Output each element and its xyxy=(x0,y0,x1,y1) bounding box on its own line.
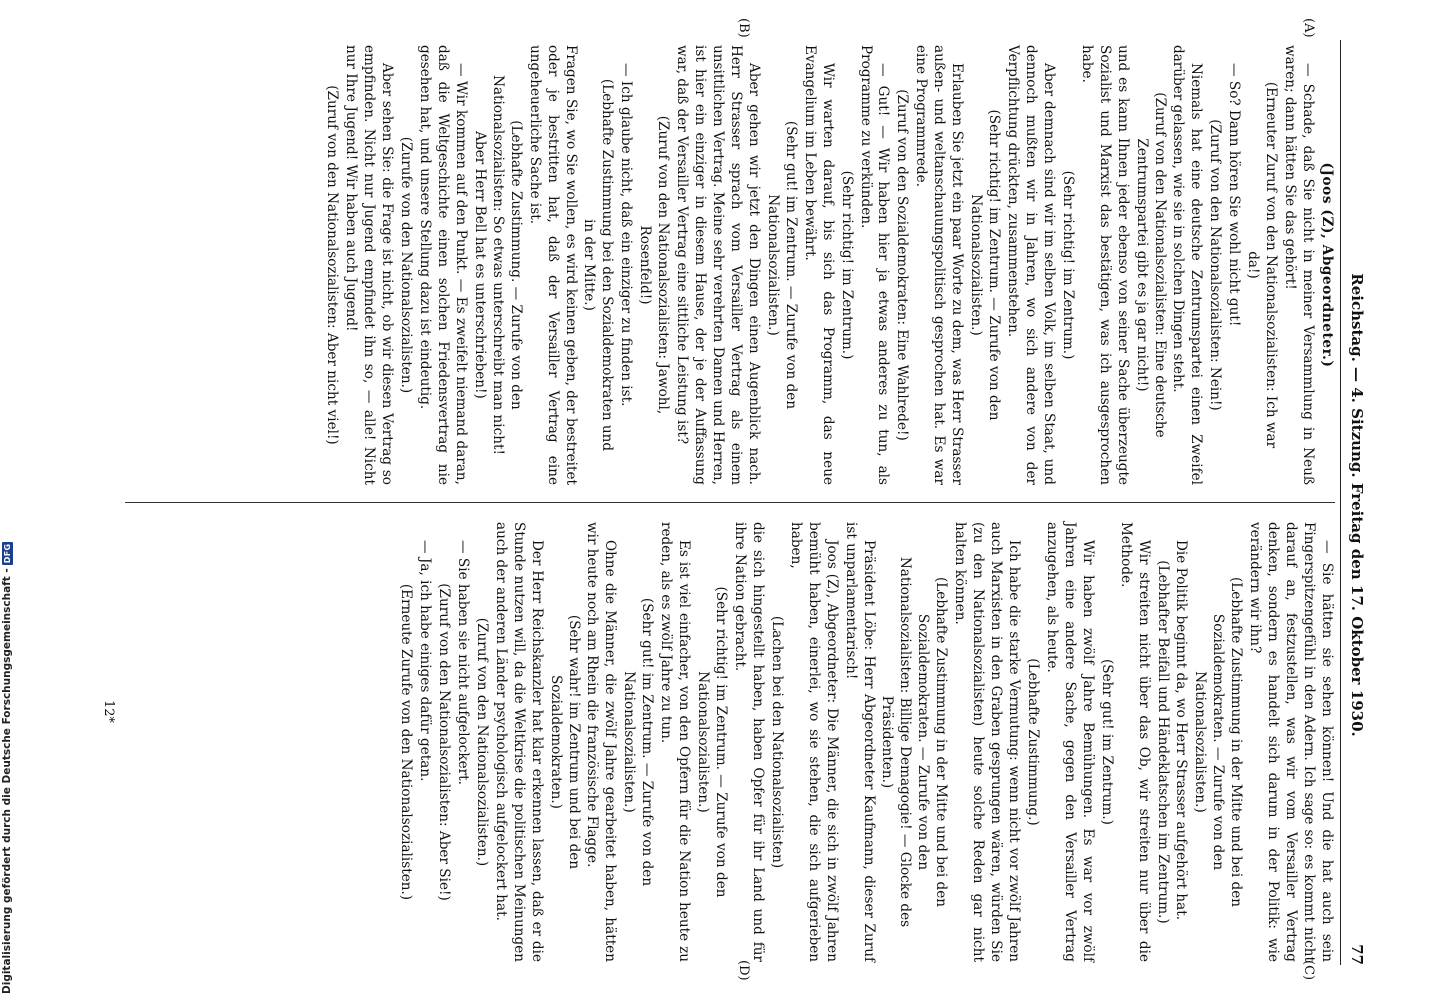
speech-paragraph: — Wir kommen auf den Punkt. — Es zweifelt niemand daran, daß die Weltgeschichte einen solchen Friedensvertrag nie gesehen hat, und unsere Stellung dazu ist eindeutig. xyxy=(417,45,469,485)
page-header xyxy=(1343,45,1369,965)
left-column xyxy=(321,45,1335,485)
speech-paragraph: Der Herr Reichskanzler hat klar erkennen lassen, daß er die Stunde nutzen will, da die Weltkrise die politischen Meinungen auch der anderen Länder psychologisch aufgelockert hat. xyxy=(492,522,545,962)
interjection: (Lebhafte Zustimmung.) xyxy=(1025,658,1041,826)
speech-paragraph: Wir streiten nicht über das Ob, wir streiten nur über die Methode. xyxy=(1117,522,1152,962)
speech-paragraph: Aber demnach sind wir im selben Volk, im selben Staat, und dennoch mußten wir in Jahren, wo sich andere von der Verpflichtung drückten, zusammenstehen. xyxy=(1005,45,1057,485)
margin-marker-b: (B) xyxy=(736,18,751,38)
speech-paragraph: Niemals hat eine deutsche Zentrumspartei einen Zweifel darüber gelassen, wie sie in solchen Dingen steht. xyxy=(1170,45,1205,485)
interjection: (Zuruf von den Nationalsozialisten: Aber nicht viel!) xyxy=(324,85,341,445)
interjection: (Lebhafte Zustimmung bei den Sozialdemokraten und in der Mitte.) xyxy=(581,78,616,452)
speech-paragraph: Präsident Löbe: Herr Abgeordneter Kaufmann, dieser Zuruf ist unparlamentarisch! xyxy=(842,522,877,962)
column-divider xyxy=(125,502,1335,503)
interjection: (Zuruf von den Nationalsozialisten.) xyxy=(473,617,490,867)
speech-paragraph: die sich hingestellt haben, haben Opfer für ihr Land und für ihre Nation gebracht. xyxy=(732,522,766,962)
interjection: (Zurufe von den Nationalsozialisten.) xyxy=(398,136,415,394)
interjection: (Sehr richtig! im Zentrum. — Zurufe von den Nationalsozialisten.) xyxy=(695,586,730,898)
interjection: (Lachen bei den Nationalsozialisten) xyxy=(768,615,785,869)
speech-paragraph: Aber sehen Sie: die Frage ist nicht, ob wir diesen Vertrag so empfinden. Nicht nur Jugend empfindet ihn so, — alle! Nicht nur Ihre Jugend! Wir haben auch Jugend! xyxy=(343,45,396,485)
interjection: (Sehr richtig! im Zentrum.) xyxy=(1059,170,1076,360)
speech-paragraph: Es ist viel einfacher, von den Opfern für die Nation heute zu reden, als es zwölf Jahre zu tun. xyxy=(658,522,693,962)
interjection: (Zuruf von den Nationalsozialisten: Aber Sie!) xyxy=(436,583,452,901)
speech-paragraph: — Sie hätten sie sehen können! Und die hat auch sein Fingerspitzengefühl in den Adern. Ich sage so: es kommt nicht darauf an, festzustellen, was wir vom Versailler Vertrag denken, sondern es handelt sich darum in der Politik: wie verändern wir ihn? xyxy=(1247,522,1335,962)
speech-paragraph: Fragen Sie, wo Sie wollen, es wird keinen geben, der bestreitet oder je bestritten hat, daß der Versailler Vertrag eine ungeheuerliche Sache ist. xyxy=(526,45,579,485)
speech-paragraph: Joos (Z), Abgeordneter: Die Männer, die sich in zwölf Jahren bemüht haben, einerlei, wo sie stehen, die sich aufgerieben haben, xyxy=(787,522,840,962)
dfg-logo: DFG xyxy=(2,543,12,564)
interjection: (Lebhafter Beifall und Händeklatschen im Zentrum.) xyxy=(1154,560,1171,924)
credit-text: Digitalisierung gefördert durch die Deutsche Forschungsgemeinschaft - xyxy=(1,568,13,994)
speech-paragraph: und es kann Ihnen jeder ebenso von seiner Sache überzeugte Sozialist und Marxist das bestätigen, was ich ausgesprochen habe. xyxy=(1078,45,1131,485)
header-title: Reichstag. — 4. Sitzung. Freitag den 17. Oktober 1930. xyxy=(1347,273,1366,737)
interjection: (Joos (Z), Abgeordneter.) xyxy=(1319,162,1335,368)
margin-marker-c: (C) xyxy=(1301,960,1316,981)
interjection: (Sehr richtig! im Zentrum. — Zurufe von den Nationalsozialisten.) xyxy=(968,109,1003,421)
interjection: (Erneute Zurufe von den Nationalsozialisten.) xyxy=(398,583,415,901)
speech-paragraph: Ich habe die starke Vermutung: wenn nicht vor zwölf Jahren auch Marxisten in den Graben gesprungen wären, würden Sie (zu den Nationalsozialisten) heute solche Reden gar nicht halten können. xyxy=(952,522,1023,962)
folio-mark: 12* xyxy=(101,700,116,724)
interjection: (Lebhafte Zustimmung. — Zurufe von den Nationalsozialisten: So etwas unterschreibt man nicht! Aber Herr Bell hat es unterschrieben!) xyxy=(471,75,524,455)
speech-paragraph: — Schade, daß Sie nicht in meiner Versammlung in Neuß waren; dann hätten Sie das gehört! xyxy=(1282,45,1317,485)
speech-paragraph: — Ja, ich habe einiges dafür getan. xyxy=(417,540,434,782)
interjection: (Lebhafte Zustimmung in der Mitte und bei den Sozialdemokraten. — Zurufe von den Nationalsozialisten.) xyxy=(1192,576,1245,908)
speech-paragraph: Die Politik beginnt da, wo Herr Strasser aufgehört hat. xyxy=(1173,540,1190,921)
interjection: (Sehr gut! im Zentrum.) xyxy=(1098,659,1115,825)
interjection: (Zuruf von den Nationalsozialisten: Eine deutsche Zentrumspartei gibt es ja gar nicht!) xyxy=(1133,92,1168,438)
interjection: (Zuruf von den Nationalsozialisten: Jawohl, Rosenfeld!) xyxy=(637,115,672,415)
speech-paragraph: — Ich glaube nicht, daß ein einziger zu finden ist. xyxy=(618,63,635,407)
interjection: (Sehr gut! im Zentrum. — Zurufe von den Nationalsozialisten.) xyxy=(621,597,656,887)
page-number: 77 xyxy=(1347,944,1366,965)
interjection: (Zuruf von den Sozialdemokraten: Eine Wahlrede!) xyxy=(894,89,911,441)
speech-paragraph: Wir haben zwölf Jahre Bemühungen. Es war vor zwölf Jahren eine andere Sache, gegen den Versailler Vertrag anzugehen, als heute. xyxy=(1043,522,1096,962)
interjection: (Lebhafte Zustimmung in der Mitte und bei den Sozialdemokraten. — Zurufe von den Nationalsozialisten: Billige Demagogie! — Glocke des Präsidenten.) xyxy=(879,556,950,928)
right-column xyxy=(395,522,1335,962)
interjection: (Sehr gut! im Zentrum. — Zurufe von den Nationalsozialisten.) xyxy=(764,120,799,410)
interjection: (Sehr wahr! im Zentrum und bei den Sozialdemokraten.) xyxy=(547,614,582,870)
speech-paragraph: Erlauben Sie jetzt ein paar Worte zu dem, was Herr Strasser außen- und weltanschauungspolitisch gesprochen hat. Es war eine Programmrede. xyxy=(913,45,966,485)
speech-paragraph: Ohne die Männer, die zwölf Jahre gearbeitet haben, hätten wir heute noch am Rhein die französische Flagge. xyxy=(584,522,619,962)
interjection: (Zuruf von den Nationalsozialisten: Nein!) xyxy=(1207,119,1224,411)
speech-paragraph: Aber gehen wir jetzt den Dingen einen Augenblick nach. Herr Strasser sprach vom Versailler Vertrag als einem unsittlichen Vertrag. Meine sehr verehrten Damen und Herren, ist hier ein einziger in diesem Hause, der je der Auffassung war, daß der Versailler Vertrag eine sittliche Leistung ist? xyxy=(674,45,762,485)
margin-marker-d: (D) xyxy=(736,960,751,981)
header-rule xyxy=(1340,40,1341,965)
speech-paragraph: — Gut! — Wir haben hier ja etwas anderes zu tun, als Programme zu verkünden. xyxy=(857,45,892,485)
speech-paragraph: Wir warten darauf, bis sich das Programm, das neue Evangelium im Leben bewährt. xyxy=(801,45,836,485)
interjection: (Sehr richtig! im Zentrum.) xyxy=(838,170,855,360)
digitization-credit xyxy=(1,542,13,994)
rotated-page xyxy=(15,0,1375,1000)
margin-marker-a: (A) xyxy=(1301,18,1316,38)
speech-paragraph: — Sie haben sie nicht aufgelockert. xyxy=(454,540,471,785)
speech-paragraph: — So? Dann hören Sie wohl nicht gut! xyxy=(1226,63,1243,327)
interjection: (Erneuter Zuruf von den Nationalsozialisten: Ich war da!) xyxy=(1245,81,1280,449)
